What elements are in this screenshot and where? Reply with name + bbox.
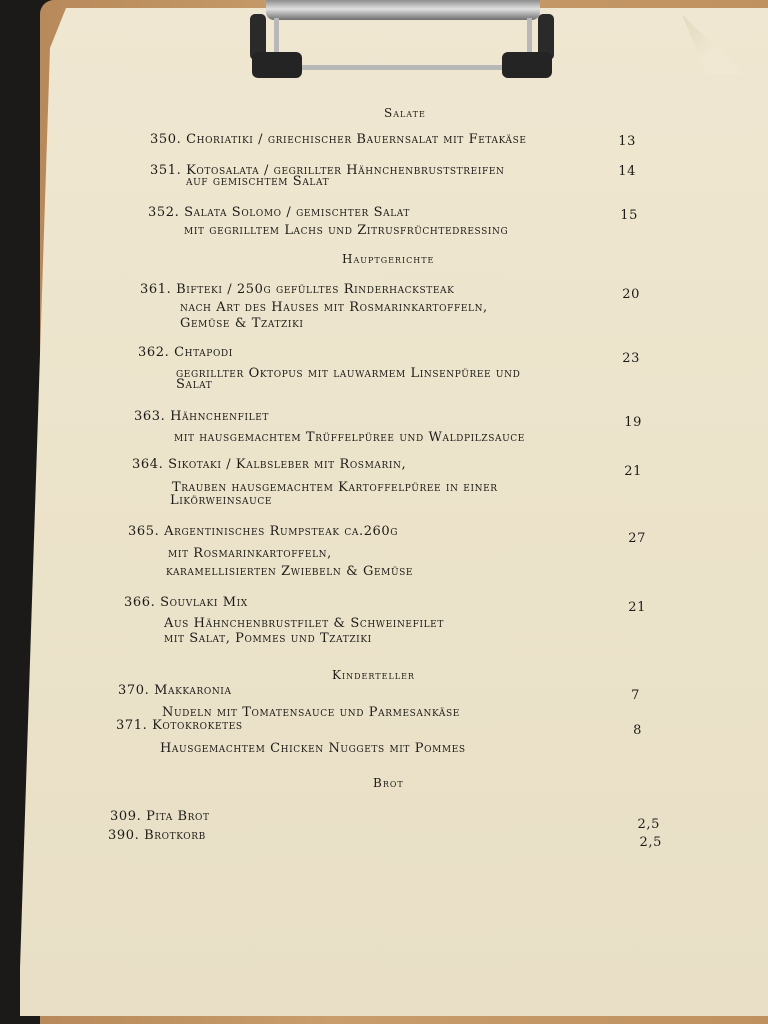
section-title-brot: Brot [373,776,404,790]
menu-item-390: 390. Brotkorb [108,828,206,843]
menu-item-352: 352. Salata Solomo / gemischter Salat [148,205,410,220]
section-title-hauptgerichte: Hauptgerichte [342,252,435,266]
menu-item-361-desc: nach Art des Hauses mit Rosmarinkartoffeln, [180,300,488,315]
menu-item-361-desc2: Gemüse & Tzatziki [180,316,304,331]
menu-item-350: 350. Choriatiki / griechischer Bauernsalat mit Fetakäse [150,132,527,147]
price-366: 21 [628,600,646,615]
menu-item-366-desc: Aus Hähnchenbrustfilet & Schweinefilet [164,616,444,631]
menu-item-362-desc2: Salat [176,377,213,392]
menu-item-371-desc: Hausgemachtem Chicken Nuggets mit Pommes [160,741,466,756]
price-352: 15 [620,208,638,223]
menu-item-364-desc: Trauben hausgemachtem Kartoffelpüree in einer [172,480,498,495]
menu-item-366-desc2: mit Salat, Pommes und Tzatziki [164,631,372,646]
section-title-kinderteller: Kinderteller [332,668,415,682]
menu-item-365-desc: mit Rosmarinkartoffeln, [168,546,332,561]
menu-item-363: 363. Hähnchenfilet [134,409,269,424]
menu-item-352-desc: mit gegrilltem Lachs und Zitrusfrüchtedressing [184,223,509,238]
menu-item-365: 365. Argentinisches Rumpsteak ca.260g [128,524,399,539]
price-362: 23 [622,351,640,366]
menu-item-364-desc2: Likörweinsauce [170,493,272,508]
price-390: 2,5 [639,835,662,850]
menu-item-351-desc: auf gemischtem Salat [186,174,330,189]
price-350: 13 [618,134,636,149]
menu-item-371: 371. Kotokroketes [116,718,243,733]
menu-item-362-desc: gegrillter Oktopus mit lauwarmem Linsenpüree und [176,366,521,381]
menu-item-362: 362. Chtapodi [138,345,233,360]
price-351: 14 [618,164,636,179]
price-370: 7 [631,688,640,703]
menu-item-370-desc: Nudeln mit Tomatensauce und Parmesankäse [162,705,460,720]
section-title-salate: Salate [384,106,426,120]
menu-item-351: 351. Kotosalata / gegrillter Hähnchenbruststreifen [150,163,505,178]
price-364: 21 [624,464,642,479]
menu-item-363-desc: mit hausgemachtem Trüffelpüree und Waldpilzsauce [174,430,525,445]
price-371: 8 [633,723,642,738]
menu-item-309: 309. Pita Brot [110,809,210,824]
price-365: 27 [628,531,646,546]
menu-item-364: 364. Sikotaki / Kalbsleber mit Rosmarin, [132,457,407,472]
menu-item-365-desc2: karamellisierten Zwiebeln & Gemüse [166,564,414,579]
price-363: 19 [624,415,642,430]
menu-item-361: 361. Bifteki / 250g gefülltes Rinderhacksteak [140,282,455,297]
price-361: 20 [622,287,640,302]
price-309: 2,5 [637,817,660,832]
menu-item-366: 366. Souvlaki Mix [124,595,248,610]
menu-item-370: 370. Makkaronia [118,683,232,698]
